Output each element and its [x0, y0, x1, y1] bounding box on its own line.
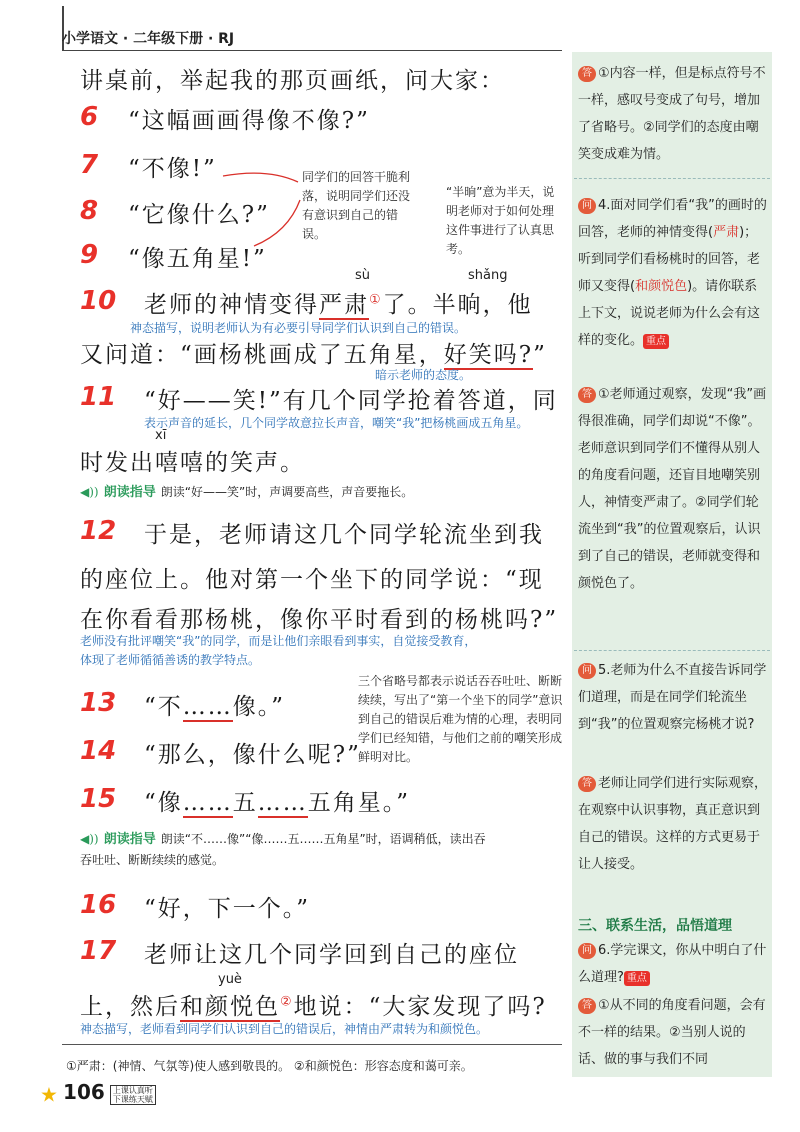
header-divider — [62, 50, 562, 51]
key-point-tag: 重点 — [643, 334, 669, 349]
para-13-text: “不……像。” — [144, 694, 286, 720]
note-ellipsis: 三个省略号都表示说话吞吞吐吐、断断续续，写出了“第一个坐下的同学”意识到自己的错误后难为情的心理，表明同学们已经知错，与他们之前的嘲笑形成鲜明对比。 — [358, 674, 563, 764]
speaker-icon: ◀)) — [80, 485, 99, 499]
sidebar-question-5: 问 5.老师为什么不直接告诉同学们道理，而是在同学们轮流坐到“我”的位置观察完杨桃才说? — [578, 663, 767, 732]
sidebar-divider — [574, 650, 770, 652]
para-9-text: “像五角星!” — [128, 246, 267, 272]
sidebar-answer-4: 答 ①老师通过观察，发现“我”画得很准确，同学们却说“不像”。老师意识到同学们不懂得从别人的角度看问题，还盲目地嘲笑别人，神情变严肃了。②同学们轮流坐到“我”的位置观察后，认识到了自己的错误，老师就变得和颜悦色了。 — [578, 387, 767, 591]
para-num-14: 14 — [80, 736, 117, 766]
para-12-line1: 于是，老师请这几个同学轮流坐到我 — [144, 522, 544, 548]
page-header: 小学语文 · 二年级下册 · RJ — [62, 31, 235, 47]
para-8-text: “它像什么?” — [128, 202, 270, 228]
note-answers: 同学们的回答干脆利落，说明同学们还没有意识到自己的错误。 — [302, 170, 411, 241]
para-num-12: 12 — [80, 516, 117, 546]
answer-icon: 答 — [578, 66, 596, 82]
para-16-text: “好，下一个。” — [144, 896, 311, 922]
annotation-arrows — [218, 168, 308, 248]
intro-line: 讲桌前，举起我的那页画纸，问大家： — [80, 68, 505, 94]
para-num-15: 15 — [80, 784, 117, 814]
pinyin-su: sù — [355, 268, 371, 283]
sidebar-answer-6: 答 ①从不同的角度看问题，会有不一样的结果。②当别人说的话、做的事与我们不同 — [578, 998, 766, 1067]
pinyin-xi: xī — [155, 428, 167, 443]
para-12-annotation-2: 体现了老师循循善诱的教学特点。 — [80, 653, 261, 667]
answer-icon: 答 — [578, 998, 596, 1014]
speaker-icon: ◀)) — [80, 832, 99, 846]
page-slogan: 上课认真听 下课练天赋 — [110, 1085, 156, 1105]
para-num-10: 10 — [80, 286, 117, 316]
page-number: 106 — [63, 1080, 105, 1104]
question-icon: 问 — [578, 663, 596, 679]
para-num-17: 17 — [80, 936, 117, 966]
reading-guide-2-cont: 吞吐吐、断断续续的感觉。 — [80, 853, 225, 867]
answer-icon: 答 — [578, 387, 596, 403]
para-num-13: 13 — [80, 688, 117, 718]
para-11-line1: “好——笑!”有几个同学抢着答道，同 — [144, 388, 558, 414]
para-11-annotation: 表示声音的延长，几个同学故意拉长声音，嘲笑“我”把杨桃画成五角星。 — [144, 416, 529, 430]
reading-guide-1: ◀)) 朗读指导 朗读“好——笑”时，声调要高些，声音要拖长。 — [80, 485, 414, 500]
para-12-line2: 的座位上。他对第一个坐下的同学说：“现 — [80, 567, 544, 593]
sidebar-question-4: 问 4.面对同学们看“我”的画时的回答，老师的神情变得(严肃)；听到同学们看杨桃时的回答，老师又变得(和颜悦色)。请你联系上下文，说说老师为什么会有这样的变化。 重点 — [578, 198, 767, 348]
para-10-hint: 暗示老师的态度。 — [375, 368, 472, 382]
para-17-annotation: 神态描写，老师看到同学们认识到自己的错误后，神情由严肃转为和颜悦色。 — [80, 1022, 489, 1036]
pinyin-yue: yuè — [218, 972, 242, 987]
note-banshang: “半晌”意为半天，说明老师对于如何处理这件事进行了认真思考。 — [446, 185, 555, 256]
pinyin-shang: shǎng — [468, 268, 508, 283]
para-10-line1: 老师的神情变得严肃①了。半晌，他 — [144, 292, 533, 318]
answer-icon: 答 — [578, 776, 596, 792]
para-10-annotation: 神态描写，说明老师认为有必要引导同学们认识到自己的错误。 — [130, 321, 467, 335]
para-17-line2: 上，然后和颜悦色②地说：“大家发现了吗? — [80, 994, 547, 1020]
sidebar-answer-0: 答 ①内容一样，但是标点符号不一样，感叹号变成了句号，增加了省略号。②同学们的态度由嘲笑变成难为情。 — [578, 66, 766, 162]
para-12-annotation-1: 老师没有批评嘲笑“我”的同学，而是让他们亲眼看到事实，自觉接受教育， — [80, 634, 477, 648]
para-num-7: 7 — [80, 150, 99, 180]
para-15-text: “像……五……五角星。” — [144, 790, 411, 816]
sidebar-divider — [574, 178, 770, 180]
para-11-line2: 时发出嘻嘻的笑声。 — [80, 450, 305, 476]
page-number-block — [40, 1080, 156, 1107]
reading-guide-2: ◀)) 朗读指导 朗读“不……像”“像……五……五角星”时，语调稍低，读出吞 — [80, 832, 486, 847]
para-num-16: 16 — [80, 890, 117, 920]
question-icon: 问 — [578, 198, 596, 214]
para-num-8: 8 — [80, 196, 99, 226]
para-7-text: “不像!” — [128, 156, 217, 182]
sidebar-question-6: 问 6.学完课文，你从中明白了什么道理? 重点 — [578, 943, 767, 985]
key-point-tag: 重点 — [624, 971, 650, 986]
para-num-11: 11 — [80, 382, 117, 412]
footnote-divider — [62, 1044, 562, 1045]
para-12-line3: 在你看看那杨桃，像你平时看到的杨桃吗?” — [80, 607, 559, 633]
para-num-9: 9 — [80, 240, 99, 270]
section-title-3: 三、联系生活，品悟道理 — [578, 918, 732, 934]
para-6-text: “这幅画画得像不像?” — [128, 108, 370, 134]
question-icon: 问 — [578, 943, 596, 959]
sidebar-answer-5: 答 老师让同学们进行实际观察，在观察中认识事物，真正意识到自己的错误。这样的方式更易于让人接受。 — [578, 776, 768, 872]
para-num-6: 6 — [80, 102, 99, 132]
para-10-line2: 又问道：“画杨桃画成了五角星，好笑吗?” — [80, 342, 547, 368]
star-icon: ★ — [40, 1082, 58, 1107]
footnote: ①严肃：(神情、气氛等)使人感到敬畏的。 ②和颜悦色：形容态度和蔼可亲。 — [66, 1059, 473, 1073]
para-17-line1: 老师让这几个同学回到自己的座位 — [144, 942, 519, 968]
para-14-text: “那么，像什么呢?” — [144, 742, 361, 768]
